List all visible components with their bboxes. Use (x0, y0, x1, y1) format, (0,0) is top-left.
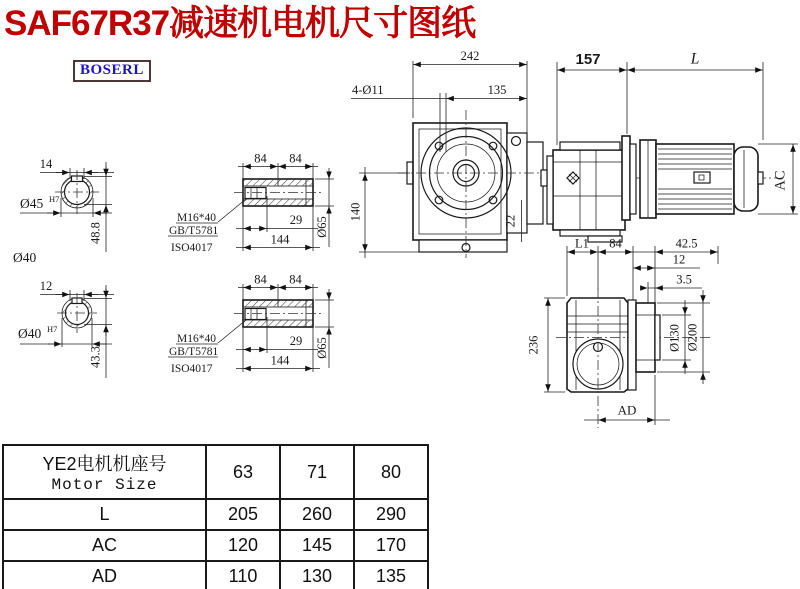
cell: 205 (206, 499, 280, 530)
dim-spigot-dia: Ø130 (667, 324, 682, 352)
dim-a: 84 (254, 151, 267, 166)
dim-b: 84 (289, 151, 302, 166)
cell: 170 (354, 530, 428, 561)
dim-bore-dia: Ø45 (20, 196, 44, 211)
table-row-AD (3, 561, 428, 589)
brand-logo: BOSERL (73, 60, 151, 82)
dim-ad: AD (617, 402, 637, 418)
motor-size-table (2, 444, 429, 589)
dim-b: 84 (289, 272, 302, 287)
cell: 145 (280, 530, 354, 561)
dim-flange-dia: Ø200 (685, 323, 700, 352)
dim-od: Ø65 (315, 337, 329, 359)
size-80: 80 (354, 445, 428, 499)
table-header-row (3, 445, 428, 499)
row-label: AD (3, 561, 206, 589)
row-label: L (3, 499, 206, 530)
size-63: 63 (206, 445, 280, 499)
dim-l1: L1 (575, 236, 589, 251)
dim-c: 29 (289, 334, 303, 348)
header-cn: YE2电机机座号 (42, 454, 167, 474)
cell: 290 (354, 499, 428, 530)
dim-shaft-od: Ø40 (13, 250, 37, 265)
dim-keyway-width: 14 (39, 157, 53, 171)
dim-d: 3.5 (676, 272, 692, 287)
dim-length: 144 (270, 232, 290, 247)
dim-bore-dia: Ø40 (18, 326, 42, 341)
header-en: Motor Size (51, 476, 158, 494)
table-row-AC (3, 530, 428, 561)
hollow-shaft-top (168, 152, 334, 255)
dim-c: 29 (289, 213, 303, 227)
dim-bore-tolerance: H7 (49, 194, 60, 204)
header-motor-size (3, 445, 206, 499)
dim-motor-length: L (690, 50, 700, 68)
dim-gear-length: 157 (575, 51, 601, 68)
size-71: 71 (280, 445, 354, 499)
shaft-section-40 (18, 279, 114, 378)
row-label: AC (3, 530, 206, 561)
dim-hole-offset: 135 (487, 83, 507, 97)
cell: 260 (280, 499, 354, 530)
note-bolt: M16*40 (177, 212, 216, 224)
table-row-L (3, 499, 428, 530)
dim-edge: 22 (503, 214, 518, 228)
note-bolt: M16*40 (177, 333, 216, 345)
dim-od: Ø65 (315, 216, 329, 238)
dim-axis-height: 140 (348, 202, 363, 222)
hollow-shaft-bottom (168, 273, 334, 376)
dim-flange-width: 242 (460, 49, 480, 63)
dim-b: 42.5 (675, 236, 698, 251)
dim-bore-tolerance: H7 (47, 324, 58, 334)
cell: 110 (206, 561, 280, 589)
rear-view (527, 237, 719, 429)
cell: 120 (206, 530, 280, 561)
note-iso: ISO4017 (171, 363, 213, 375)
cell: 135 (354, 561, 428, 589)
note-standard: GB/T5781 (169, 346, 219, 358)
dim-a: 84 (254, 272, 267, 287)
dim-key-depth: 48.8 (88, 222, 103, 244)
dim-a: 84 (609, 236, 622, 251)
dim-c: 12 (672, 252, 686, 267)
dim-bolt-holes: 4-Ø11 (352, 83, 384, 97)
note-iso: ISO4017 (171, 242, 213, 254)
dim-motor-height: AC (772, 170, 789, 191)
dim-length: 144 (270, 353, 290, 368)
dim-key-depth: 43.3 (88, 346, 103, 368)
note-standard: GB/T5781 (169, 225, 219, 237)
dim-keyway-width: 12 (39, 279, 53, 293)
dim-height: 236 (526, 335, 541, 355)
side-view (540, 51, 798, 243)
front-view (349, 49, 553, 258)
shaft-section-45 (13, 157, 114, 265)
cell: 130 (280, 561, 354, 589)
page-title: SAF67R37减速机电机尺寸图纸 (4, 4, 476, 43)
